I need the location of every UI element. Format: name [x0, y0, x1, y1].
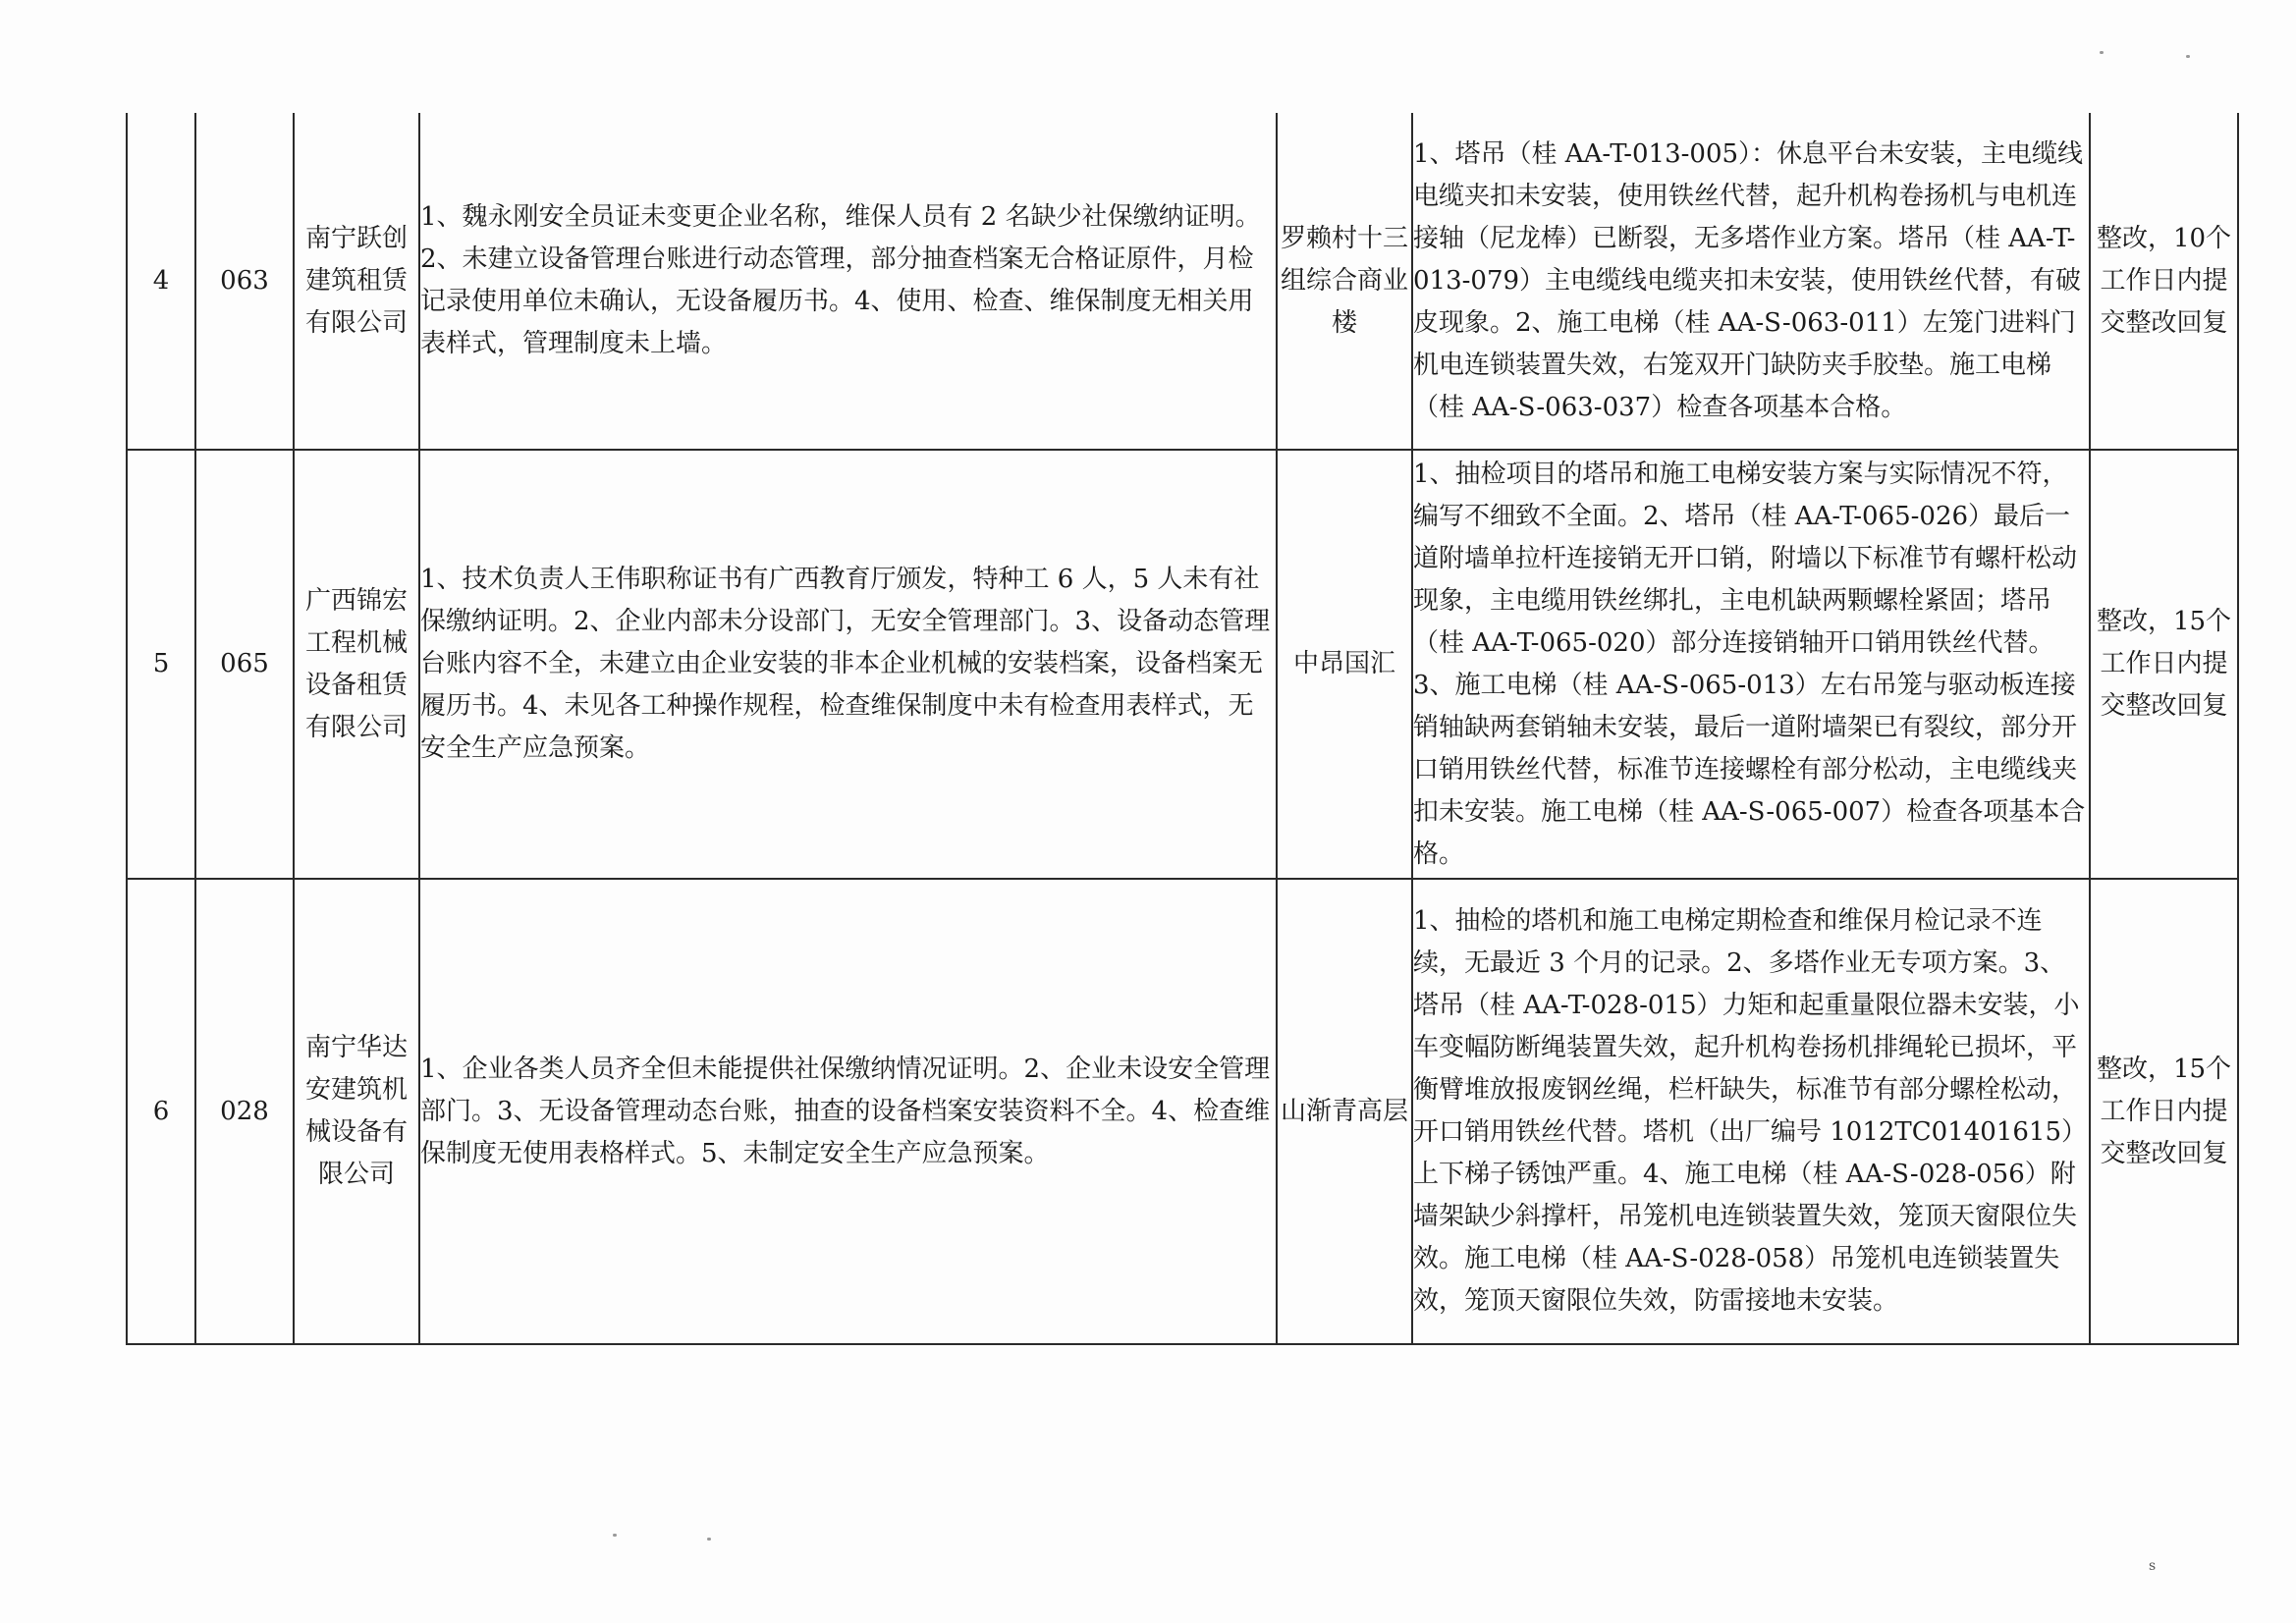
row-number: 5 — [127, 450, 195, 879]
company-code: 028 — [195, 879, 294, 1344]
handling-result: 整改，10个工作日内提交整改回复 — [2090, 113, 2238, 450]
scan-speck — [707, 1538, 711, 1541]
inspection-table — [126, 113, 2239, 1345]
project-name: 山渐青高层 — [1277, 879, 1412, 1344]
table-row — [127, 879, 2238, 1344]
company-name: 南宁跃创建筑租赁有限公司 — [294, 113, 419, 450]
row-number: 6 — [127, 879, 195, 1344]
company-issues: 1、企业各类人员齐全但未能提供社保缴纳情况证明。2、企业未设安全管理部门。3、无设备管理动态台账，抽查的设备档案安装资料不全。4、检查维保制度无使用表格样式。5、未制定安全生产应急预案。 — [419, 879, 1277, 1344]
row-number: 4 — [127, 113, 195, 450]
company-issues: 1、魏永刚安全员证未变更企业名称，维保人员有 2 名缺少社保缴纳证明。2、未建立设备管理台账进行动态管理，部分抽查档案无合格证原件，月检记录使用单位未确认，无设备履历书。4、使用、检查、维保制度无相关用表样式，管理制度未上墙。 — [419, 113, 1277, 450]
company-code: 063 — [195, 113, 294, 450]
project-name: 罗赖村十三组综合商业楼 — [1277, 113, 1412, 450]
company-name: 广西锦宏工程机械设备租赁有限公司 — [294, 450, 419, 879]
project-name: 中昂国汇 — [1277, 450, 1412, 879]
company-code: 065 — [195, 450, 294, 879]
table-row — [127, 450, 2238, 879]
company-issues: 1、技术负责人王伟职称证书有广西教育厅颁发，特种工 6 人，5 人未有社保缴纳证明。2、企业内部未分设部门，无安全管理部门。3、设备动态管理台账内容不全，未建立由企业安装的非本企业机械的安装档案，设备档案无履历书。4、未见各工种操作规程，检查维保制度中未有检查用表样式，无安全生产应急预案。 — [419, 450, 1277, 879]
company-name: 南宁华达安建筑机械设备有限公司 — [294, 879, 419, 1344]
scan-speck — [613, 1534, 617, 1537]
page-number-mark: s — [2149, 1558, 2157, 1574]
equipment-issues: 1、抽检的塔机和施工电梯定期检查和维保月检记录不连续，无最近 3 个月的记录。2、多塔作业无专项方案。3、塔吊（桂 AA-T-028-015）力矩和起重量限位器未安装，小车变幅防断绳装置失效，起升机构卷扬机排绳轮已损坏，平衡臂堆放报废钢丝绳，栏杆缺失，标准节有部分螺栓松动，开口销用铁丝代替。塔机（出厂编号 1012TC01401615）上下梯子锈蚀严重。4、施工电梯（桂 AA-S-028-056）附墙架缺少斜撑杆，吊笼机电连锁装置失效，笼顶天窗限位失效。施工电梯（桂 AA-S-028-058）吊笼机电连锁装置失效，笼顶天窗限位失效，防雷接地未安装。 — [1412, 879, 2090, 1344]
handling-result: 整改，15个工作日内提交整改回复 — [2090, 879, 2238, 1344]
equipment-issues: 1、塔吊（桂 AA-T-013-005）：休息平台未安装，主电缆线电缆夹扣未安装，使用铁丝代替，起升机构卷扬机与电机连接轴（尼龙棒）已断裂，无多塔作业方案。塔吊（桂 AA-T-013-079）主电缆线电缆夹扣未安装，使用铁丝代替，有破皮现象。2、施工电梯（桂 AA-S-063-011）左笼门进料门机电连锁装置失效，右笼双开门缺防夹手胶垫。施工电梯（桂 AA-S-063-037）检查各项基本合格。 — [1412, 113, 2090, 450]
equipment-issues: 1、抽检项目的塔吊和施工电梯安装方案与实际情况不符，编写不细致不全面。2、塔吊（桂 AA-T-065-026）最后一道附墙单拉杆连接销无开口销，附墙以下标准节有螺杆松动现象，主电缆用铁丝绑扎，主电机缺两颗螺栓紧固；塔吊（桂 AA-T-065-020）部分连接销轴开口销用铁丝代替。3、施工电梯（桂 AA-S-065-013）左右吊笼与驱动板连接销轴缺两套销轴未安装，最后一道附墙架已有裂纹，部分开口销用铁丝代替，标准节连接螺栓有部分松动，主电缆线夹扣未安装。施工电梯（桂 AA-S-065-007）检查各项基本合格。 — [1412, 450, 2090, 879]
handling-result: 整改，15个工作日内提交整改回复 — [2090, 450, 2238, 879]
table-row — [127, 113, 2238, 450]
scan-speck — [2100, 51, 2104, 54]
scan-speck — [2186, 55, 2190, 58]
